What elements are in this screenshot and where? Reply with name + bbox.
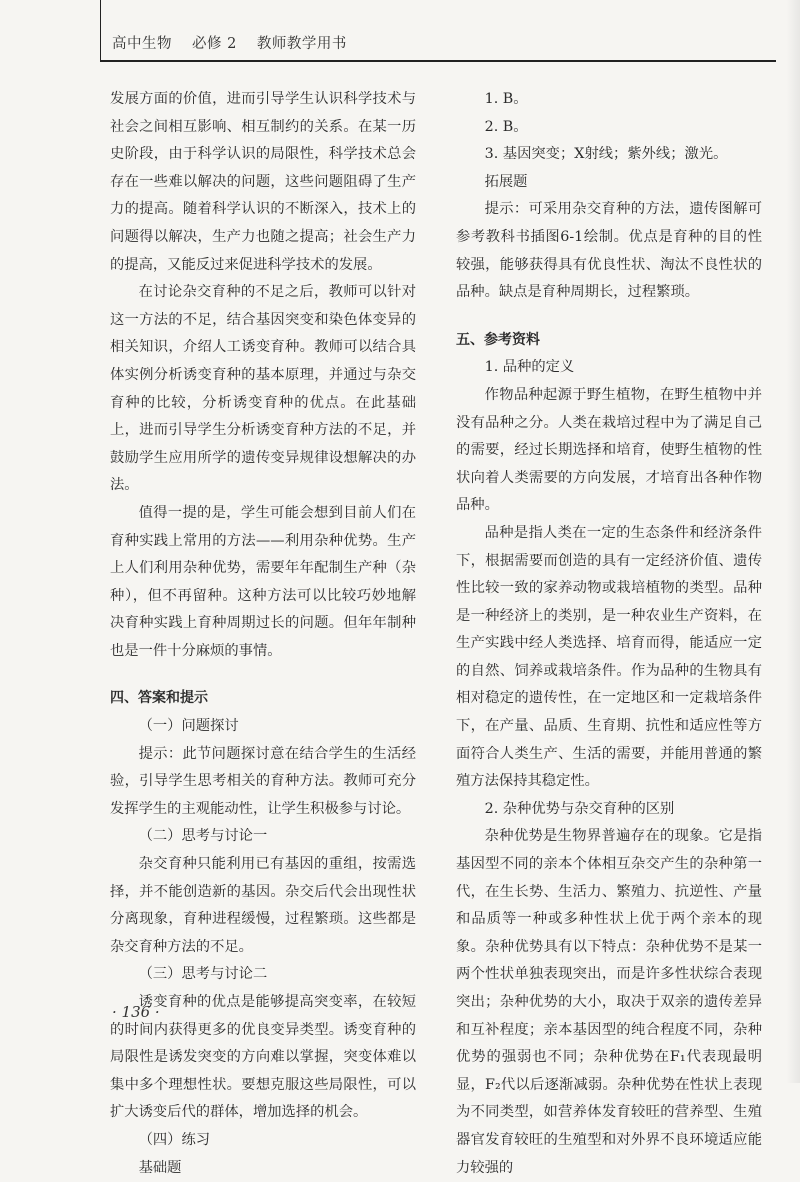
subheading: （一）问题探讨 (138, 718, 239, 735)
right-column (456, 86, 762, 1182)
subheading: 2. 杂种优势与杂交育种的区别 (484, 800, 675, 817)
section-heading-4: 四、答案和提示 (110, 690, 208, 707)
answer-1: 1. B。 (484, 91, 528, 107)
header-volume: 必修 2 (192, 36, 237, 52)
section-heading-5: 五、参考资料 (456, 331, 540, 348)
subheading: （四）练习 (138, 1131, 211, 1148)
paragraph: 值得一提的是，学生可能会想到目前人们在育种实践上常用的方法——利用杂种优势。生产上人们利用杂种优势，需要年年配制生产种（杂种），但不再留种。这种方法可以比较巧妙地解决育种实践上育种周期过长的问题。但年年制种也是一件十分麻烦的事情。 (110, 504, 416, 659)
answer-2: 2. B。 (484, 118, 528, 135)
answer-3: 3. 基因突变；X射线；紫外线；激光。 (484, 146, 728, 163)
paragraph: 杂种优势是生物界普遍存在的现象。它是指基因型不同的亲本个体相互杂交产生的杂种第一代，在生长势、生活力、繁殖力、抗逆性、产量和品质等一种或多种性状上优于两个亲本的现象。杂种优势具有以下特点：杂种优势不是某一两个性状单独表现突出，而是许多性状综合表现突出；杂种优势的大小，取决于双亲的遗传差异和互补程度；亲本基因型的纯合程度不同，杂种优势的强弱也不同；杂种优势在F₁代表现最明显，F₂代以后逐渐减弱。杂种优势在性状上表现为不同类型，如营养体发育较旺的营养型、生殖器官发育较旺的生殖型和对外界不良环境适应能力较强的 (456, 828, 762, 1176)
header-vertical-rule (100, 0, 101, 62)
page-number: · 136 · (112, 1003, 160, 1021)
subheading: 1. 品种的定义 (484, 359, 575, 376)
header-rule (100, 60, 776, 62)
page-edge-shadow (786, 0, 800, 1083)
paragraph: 杂交育种只能利用已有基因的重组，按需选择，并不能创造新的基因。杂交后代会出现性状分离现象，育种进程缓慢，过程繁琐。这些都是杂交育种方法的不足。 (110, 856, 416, 955)
paragraph: 发展方面的价值，进而引导学生认识科学技术与社会之间相互影响、相互制约的关系。在某一历史阶段，由于科学认识的局限性，科学技术总会存在一些难以解决的问题，这些问题阻碍了生产力的提高。随着科学认识的不断深入，技术上的问题得以解决，生产力也随之提高；社会生产力的提高，又能反过来促进科学技术的发展。 (110, 91, 416, 273)
header-usage: 教师教学用书 (256, 36, 347, 52)
paragraph: 诱变育种的优点是能够提高突变率，在较短的时间内获得更多的优良变异类型。诱变育种的局限性是诱发突变的方向难以掌握，突变体难以集中多个理想性状。要想克服这些局限性，可以扩大诱变后代的群体，增加选择的机会。 (110, 994, 416, 1121)
subheading: 基础题 (138, 1159, 182, 1176)
paragraph: 提示：可采用杂交育种的方法，遗传图解可参考教科书插图6-1绘制。优点是育种的目的性较强，能够获得具有优良性状、淘汰不良性状的品种。缺点是育种周期长，过程繁琐。 (456, 201, 762, 301)
paragraph: 作物品种起源于野生植物，在野生植物中并没有品种之分。人类在栽培过程中为了满足自己的需要，经过长期选择和培育，使野生植物的性状向着人类需要的方向发展，才培育出各种作物品种。 (456, 386, 762, 514)
subheading: （二）思考与讨论一 (138, 828, 268, 845)
running-header (112, 32, 762, 62)
header-book: 高中生物 (112, 36, 172, 52)
subheading: （三）思考与讨论二 (138, 966, 268, 983)
paragraph: 品种是指人类在一定的生态条件和经济条件下，根据需要而创造的具有一定经济价值、遗传性比较一致的家养动物或栽培植物的类型。品种是一种经济上的类别，是一种农业生产资料，在生产实践中经人类选择、培育而得，能适应一定的自然、饲养或栽培条件。作为品种的生物具有相对稳定的遗传性，在一定地区和一定栽培条件下，在产量、品质、生育期、抗性和适应性等方面符合人类生产、生活的需要，并能用普通的繁殖方法保持其稳定性。 (456, 524, 762, 790)
paragraph: 提示：此节问题探讨意在结合学生的生活经验，引导学生思考相关的育种方法。教师可充分发挥学生的主观能动性，让学生积极参与讨论。 (110, 745, 416, 817)
subheading: 拓展题 (484, 173, 528, 190)
paragraph: 在讨论杂交育种的不足之后，教师可以针对这一方法的不足，结合基因突变和染色体变异的相关知识，介绍人工诱变育种。教师可以结合具体实例分析诱变育种的基本原理，并通过与杂交育种的比较，分析诱变育种的优点。在此基础上，进而引导学生分析诱变育种方法的不足，并鼓励学生应用所学的遗传变异规律设想解决的办法。 (110, 284, 416, 494)
